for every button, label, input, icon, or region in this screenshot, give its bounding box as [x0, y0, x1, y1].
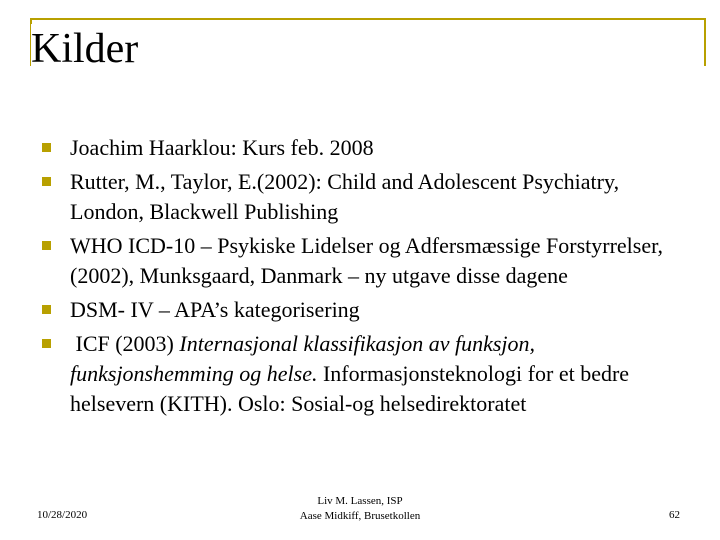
square-bullet-icon [42, 177, 51, 186]
reference-text: WHO ICD-10 – Psykiske Lidelser og Adfersmæssige Forstyrrelser, (2002), Munksgaard, Danmark – ny utgave disse dagene [70, 233, 664, 288]
square-bullet-icon [42, 305, 51, 314]
square-bullet-icon [42, 241, 51, 250]
reference-item [40, 133, 690, 163]
footer-author-line-1: Liv M. Lassen, ISP [317, 495, 403, 507]
reference-item [40, 329, 690, 419]
title-frame-top-line [30, 18, 706, 20]
reference-item [40, 167, 690, 227]
reference-item [40, 295, 690, 325]
footer-authors [260, 494, 460, 524]
reference-text: Joachim Haarklou: Kurs feb. 2008 [70, 135, 374, 160]
reference-text: DSM- IV – APA’s kategorisering [70, 297, 360, 322]
square-bullet-icon [42, 143, 51, 152]
reference-text: Rutter, M., Taylor, E.(2002): Child and Adolescent Psychiatry, London, Blackwell Publishing [70, 169, 620, 224]
slide-title: Kilder [31, 24, 144, 74]
reference-item [40, 231, 690, 291]
page-number: 62 [669, 509, 680, 521]
reference-title-italic: Internasjonal klassifikasjon av funksjon, funksjonshemming og helse. [70, 331, 536, 386]
reference-list [40, 133, 690, 423]
square-bullet-icon [42, 339, 51, 348]
reference-text-suffix: Informasjonsteknologi for et bedre helsevern (KITH). Oslo: Sosial-og helsedirektoratet [70, 361, 630, 416]
title-frame-right-line [704, 18, 706, 66]
footer-author-line-2: Aase Midkiff, Brusetkollen [299, 510, 421, 522]
reference-text-prefix: ICF (2003) [70, 331, 180, 356]
footer-date: 10/28/2020 [37, 509, 88, 521]
